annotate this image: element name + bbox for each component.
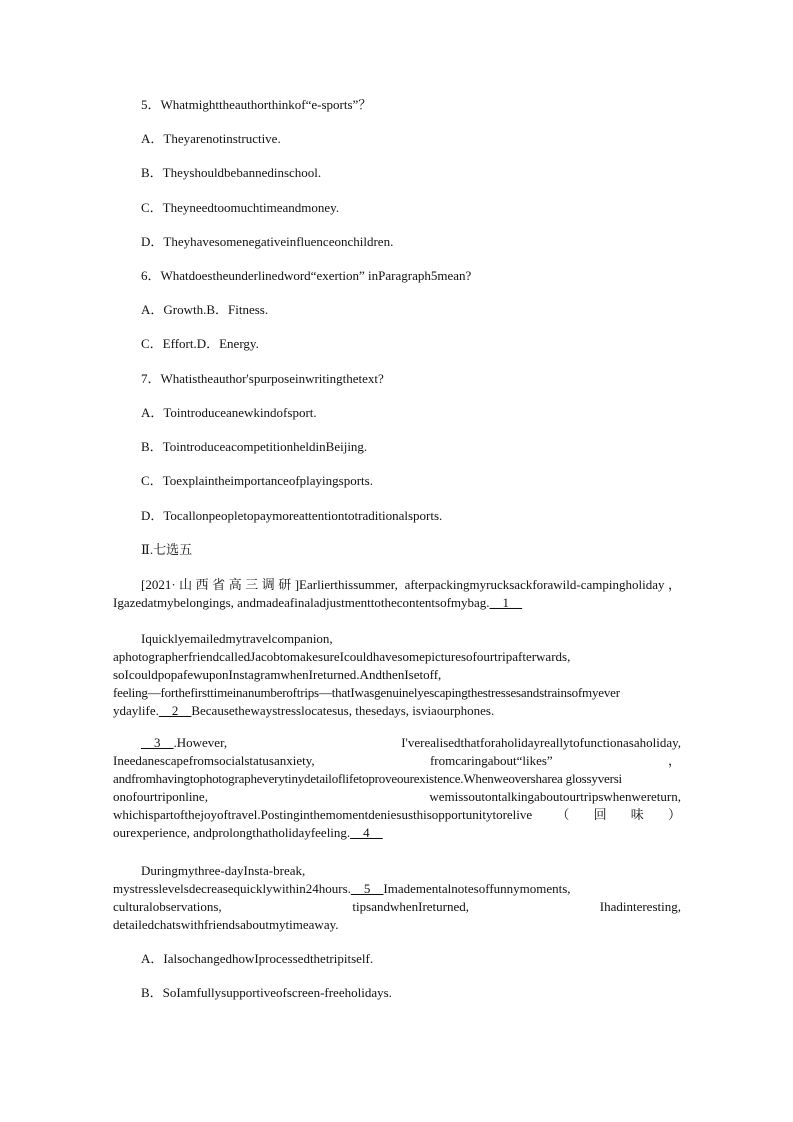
paragraph-4-text-a: mystresslevelsdecreasequicklywithin24hours.	[113, 881, 351, 896]
question-5-stem: 5．Whatmighttheauthorthinkof“e-sports”？	[141, 97, 372, 112]
paragraph-2-line-3: soIcouldpopafewuponInstagramwhenIreturned.AndthenIsetoff,	[113, 667, 442, 682]
paragraph-3-text-i: （	[556, 807, 570, 822]
paragraph-3-text-d: fromcaringabout“likes”	[429, 753, 553, 768]
paragraph-3-text-l: ）	[667, 807, 681, 822]
passage-paragraph-1	[113, 576, 681, 612]
blank-3: __3__	[141, 735, 174, 750]
paragraph-3-text-m: ourexperience, andprolongthatholidayfeeling.	[113, 825, 351, 840]
question-5-option-a: A．Theyarenotinstructive.	[141, 131, 281, 146]
question-7-option-d: D．Tocallonpeopletopaymoreattentiontotraditionalsports.	[141, 508, 443, 523]
paragraph-3-line-1-start	[141, 734, 227, 752]
paragraph-3-text-a: .However,	[173, 735, 228, 750]
question-6-options-ab: A．Growth.B．Fitness.	[141, 302, 269, 317]
passage-paragraph-2	[113, 630, 681, 720]
paragraph-3-text-g: wemissoutontalkingaboutourtripswhenwereturn,	[429, 789, 681, 804]
paragraph-3-text-h: whichispartofthejoyoftravel.Postinginthemomentdeniesusthisopportunitytorelive	[113, 807, 533, 822]
paragraph-4-line-1: Duringmythree-dayInsta-break,	[141, 863, 306, 878]
paragraph-3-line-3: andfromhavingtophotographeverytinydetailoflifetoproveourexistence.Whenweoversharea glossyversi	[113, 771, 622, 786]
paragraph-2-line-2: aphotographerfriendcalledJacobtomakesureIcouldhavesomepicturesofourtripafterwards,	[113, 649, 571, 664]
paragraph-3-text-b: I'verealisedthatforaholidayreallytofunctionasaholiday,	[401, 735, 681, 750]
blank-5: __5__	[350, 881, 384, 896]
blank-4: __4__	[350, 825, 383, 840]
question-6-stem: 6．Whatdoestheunderlinedword“exertion” inParagraph5mean?	[141, 268, 472, 283]
paragraph-1-text: Igazedatmybelongings, andmadeafinaladjustmenttothecontentsofmybag.	[113, 595, 490, 610]
paragraph-2-line-5	[113, 702, 681, 720]
paragraph-4-text-e: Ihadinteresting,	[599, 899, 681, 914]
question-5-option-b: B．Theyshouldbebannedinschool.	[141, 165, 322, 180]
paragraph-2-text-b: Becausethewaystresslocatesus, thesedays, isviaourphones.	[191, 703, 495, 718]
paragraph-3-line-1	[113, 734, 681, 752]
blank-1: __1__	[489, 595, 523, 610]
passage-paragraph-4	[113, 862, 681, 934]
paragraph-4-text-c: culturalobservations,	[113, 899, 222, 914]
paragraph-3-text-f: onofourtriponline,	[113, 789, 208, 804]
paragraph-4-text-b: Imadementalnotesoffunnymoments,	[383, 881, 571, 896]
question-7-stem: 7．Whatistheauthor'spurposeinwritingthetext?	[141, 371, 384, 386]
question-5-option-c: C．Theyneedtoomuchtimeandmoney.	[141, 200, 340, 215]
question-7-option-b: B．TointroduceacompetitionheldinBeijing.	[141, 439, 368, 454]
section-title: Ⅱ.七选五	[141, 542, 193, 557]
question-7-option-a: A．Tointroduceanewkindofsport.	[141, 405, 317, 420]
question-6-options-cd: C．Effort.D．Energy.	[141, 336, 259, 351]
paragraph-4-line-3	[113, 898, 681, 916]
blank-2: __2__	[158, 703, 192, 718]
paragraph-3-line-4	[113, 788, 681, 806]
paragraph-4-line-2	[113, 880, 681, 898]
paragraph-3-line-5	[113, 806, 681, 824]
paragraph-3-text-e: ，	[667, 753, 681, 768]
paragraph-2-line-4: feeling—forthefirsttimeinanumberoftrips—thatIwasgenuinelyescapingthestressesandstrainsofmyever	[113, 685, 620, 700]
choice-a: A．IalsochangedhowIprocessedthetripitself.	[141, 951, 374, 966]
paragraph-1-line-1: [2021·山西省高三调研]Earlierthissummer, afterpackingmyrucksackforawild-campingholiday，	[141, 577, 681, 592]
paragraph-2-line-1: Iquicklyemailedmytravelcompanion,	[141, 631, 333, 646]
paragraph-1-line-2	[113, 594, 681, 612]
paragraph-2-text-a: ydaylife.	[113, 703, 159, 718]
paragraph-4-text-d: tipsandwhenIreturned,	[352, 899, 470, 914]
question-7-option-c: C．Toexplaintheimportanceofplayingsports.	[141, 473, 373, 488]
paragraph-3-text-c: Ineedanescapefromsocialstatusanxiety,	[113, 753, 315, 768]
question-5-option-d: D．Theyhavesomenegativeinfluenceonchildren.	[141, 234, 394, 249]
choice-b: B．SoIamfullysupportiveofscreen-freeholidays.	[141, 985, 392, 1000]
passage-paragraph-3	[113, 734, 681, 842]
paragraph-3-text-j: 回	[593, 807, 607, 822]
paragraph-3-text-k: 味	[630, 807, 644, 822]
paragraph-4-line-4: detailedchatswithfriendsaboutmytimeaway.	[113, 917, 339, 932]
paragraph-3-line-2	[113, 752, 681, 770]
paragraph-3-line-6	[113, 824, 681, 842]
